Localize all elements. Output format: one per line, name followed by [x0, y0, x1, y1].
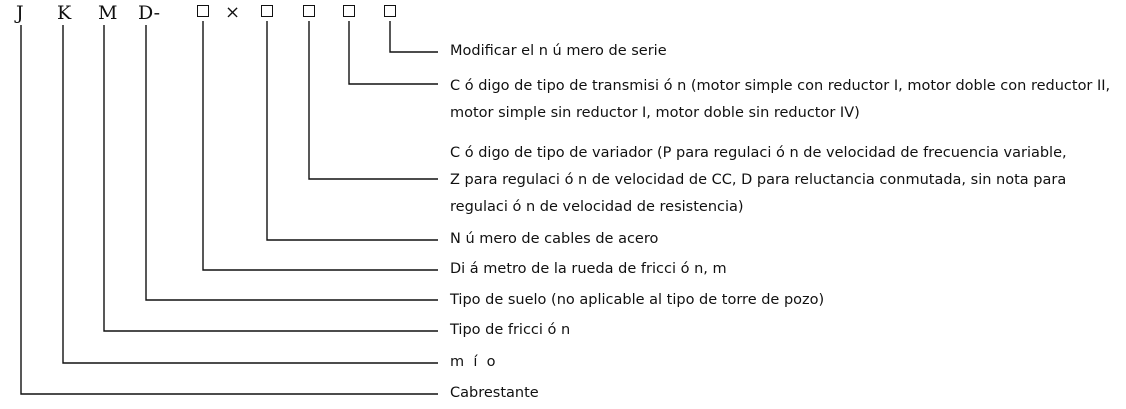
label-line: Modificar el n ú mero de serie: [450, 43, 667, 59]
code-letter-d-dash: D-: [138, 2, 161, 24]
label-line: Z para regulaci ó n de velocidad de CC, D para reluctancia conmutada, sin nota para: [450, 172, 1067, 188]
code-letter-m: M: [98, 2, 118, 24]
label-line: C ó digo de tipo de variador (P para regulaci ó n de velocidad de frecuencia variable,: [450, 145, 1067, 161]
code-letter-j: J: [16, 2, 24, 24]
label-friction-type: [450, 320, 570, 340]
leader-line-hoist: [21, 25, 438, 394]
leader-line-variator: [309, 21, 438, 179]
label-line: Tipo de fricci ó n: [450, 322, 571, 338]
label-line: Di á metro de la rueda de fricci ó n, m: [450, 261, 727, 277]
label-line: C ó digo de tipo de transmisi ó n (motor simple con reductor I, motor doble con reductor II,: [450, 78, 1111, 94]
leader-line-diameter: [203, 21, 438, 270]
code-letter-k: K: [57, 2, 72, 24]
leader-line-floor: [146, 25, 438, 300]
label-variator-type: [450, 140, 1067, 221]
label-floor-type: [450, 290, 824, 310]
label-line: motor simple sin reductor I, motor doble sin reductor IV): [450, 105, 860, 121]
label-line: Cabrestante: [450, 385, 539, 401]
label-transmission-type: [450, 73, 1110, 127]
leader-line-friction: [104, 25, 438, 331]
label-wheel-diameter: [450, 259, 727, 279]
label-line: m í o: [450, 354, 496, 370]
label-serial-number: [450, 41, 667, 61]
label-hoist: [450, 383, 539, 403]
label-mine: [450, 352, 495, 372]
label-line: regulaci ó n de velocidad de resistencia): [450, 199, 744, 215]
leader-line-serial: [390, 21, 438, 52]
leader-line-cables: [267, 21, 438, 240]
leader-line-mine: [63, 25, 438, 363]
code-times-sign: ×: [225, 2, 241, 23]
label-steel-cables: [450, 229, 658, 249]
label-line: Tipo de suelo (no aplicable al tipo de torre de pozo): [450, 292, 825, 308]
label-line: N ú mero de cables de acero: [450, 231, 659, 247]
